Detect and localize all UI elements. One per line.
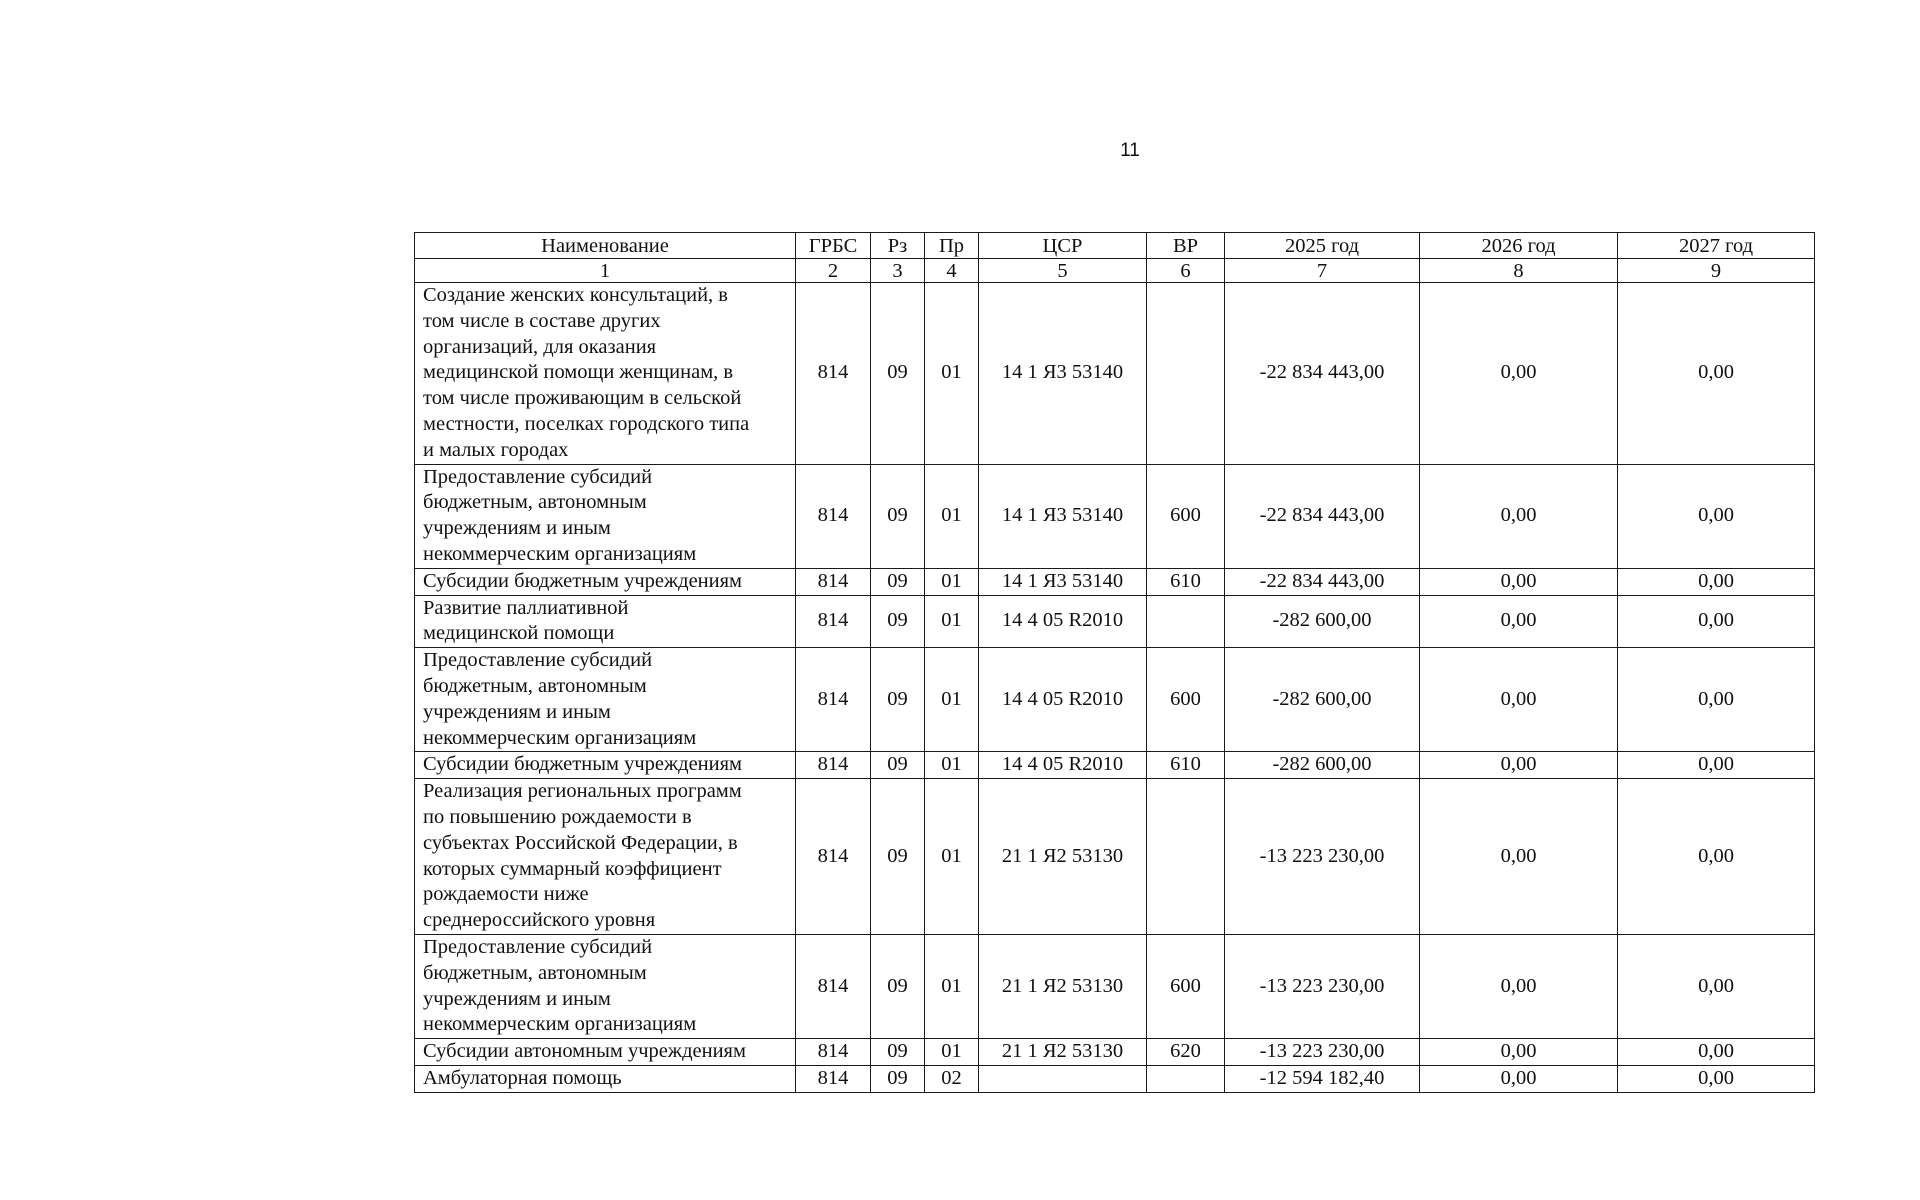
row-grbs: 814 <box>796 464 871 568</box>
row-vr: 620 <box>1147 1039 1225 1066</box>
row-rz: 09 <box>871 648 925 752</box>
row-name: Субсидии бюджетным учреждениям <box>415 752 796 779</box>
header-2026: 2026 год <box>1420 233 1618 259</box>
row-2025: -282 600,00 <box>1225 595 1420 648</box>
row-rz: 09 <box>871 464 925 568</box>
row-pr: 01 <box>925 595 979 648</box>
budget-table <box>414 232 1815 1093</box>
row-pr: 01 <box>925 648 979 752</box>
row-pr: 01 <box>925 934 979 1038</box>
row-rz: 09 <box>871 595 925 648</box>
header-2027: 2027 год <box>1618 233 1815 259</box>
row-2027: 0,00 <box>1618 1065 1815 1092</box>
row-2027: 0,00 <box>1618 595 1815 648</box>
column-number: 5 <box>979 259 1147 283</box>
column-number: 6 <box>1147 259 1225 283</box>
row-2025: -22 834 443,00 <box>1225 464 1420 568</box>
table-row <box>415 1039 1815 1066</box>
table-row <box>415 779 1815 935</box>
row-2027: 0,00 <box>1618 934 1815 1038</box>
column-number: 4 <box>925 259 979 283</box>
row-2025: -13 223 230,00 <box>1225 1039 1420 1066</box>
row-2025: -282 600,00 <box>1225 752 1420 779</box>
row-pr: 01 <box>925 1039 979 1066</box>
row-grbs: 814 <box>796 934 871 1038</box>
row-csr: 21 1 Я2 53130 <box>979 779 1147 935</box>
column-number: 7 <box>1225 259 1420 283</box>
row-2025: -13 223 230,00 <box>1225 934 1420 1038</box>
table-header <box>415 233 1815 259</box>
row-rz: 09 <box>871 283 925 465</box>
row-pr: 01 <box>925 464 979 568</box>
row-name: Предоставление субсидий бюджетным, автономным учреждениям и иным некоммерческим организациям <box>415 648 796 752</box>
row-vr <box>1147 779 1225 935</box>
table-row <box>415 568 1815 595</box>
row-2025: -22 834 443,00 <box>1225 568 1420 595</box>
header-pr: Пр <box>925 233 979 259</box>
row-2026: 0,00 <box>1420 934 1618 1038</box>
row-vr: 600 <box>1147 934 1225 1038</box>
column-number: 2 <box>796 259 871 283</box>
header-2025: 2025 год <box>1225 233 1420 259</box>
row-2027: 0,00 <box>1618 752 1815 779</box>
header-csr: ЦСР <box>979 233 1147 259</box>
row-pr: 01 <box>925 779 979 935</box>
column-number: 1 <box>415 259 796 283</box>
row-csr <box>979 1065 1147 1092</box>
header-grbs: ГРБС <box>796 233 871 259</box>
row-csr: 14 4 05 R2010 <box>979 752 1147 779</box>
header-name: Наименование <box>415 233 796 259</box>
row-csr: 14 4 05 R2010 <box>979 648 1147 752</box>
row-pr: 02 <box>925 1065 979 1092</box>
row-grbs: 814 <box>796 1065 871 1092</box>
row-rz: 09 <box>871 779 925 935</box>
row-2027: 0,00 <box>1618 283 1815 465</box>
row-csr: 21 1 Я2 53130 <box>979 934 1147 1038</box>
row-vr: 610 <box>1147 568 1225 595</box>
row-2025: -282 600,00 <box>1225 648 1420 752</box>
row-csr: 14 1 Я3 53140 <box>979 283 1147 465</box>
column-number: 9 <box>1618 259 1815 283</box>
row-name: Реализация региональных программ по повышению рождаемости в субъектах Российской Федерации, в которых суммарный коэффициент рождаемости ниже среднероссийского уровня <box>415 779 796 935</box>
table-row <box>415 464 1815 568</box>
row-grbs: 814 <box>796 595 871 648</box>
row-vr <box>1147 595 1225 648</box>
row-2025: -12 594 182,40 <box>1225 1065 1420 1092</box>
table-row <box>415 1065 1815 1092</box>
table-row <box>415 752 1815 779</box>
row-grbs: 814 <box>796 752 871 779</box>
row-grbs: 814 <box>796 568 871 595</box>
row-name: Предоставление субсидий бюджетным, автономным учреждениям и иным некоммерческим организациям <box>415 464 796 568</box>
column-number-row <box>415 259 1815 283</box>
row-csr: 14 1 Я3 53140 <box>979 568 1147 595</box>
row-pr: 01 <box>925 283 979 465</box>
row-grbs: 814 <box>796 648 871 752</box>
row-2027: 0,00 <box>1618 464 1815 568</box>
header-row <box>415 233 1815 259</box>
row-name: Предоставление субсидий бюджетным, автономным учреждениям и иным некоммерческим организациям <box>415 934 796 1038</box>
table-row <box>415 595 1815 648</box>
row-csr: 14 4 05 R2010 <box>979 595 1147 648</box>
row-rz: 09 <box>871 752 925 779</box>
row-2026: 0,00 <box>1420 595 1618 648</box>
row-pr: 01 <box>925 568 979 595</box>
row-csr: 14 1 Я3 53140 <box>979 464 1147 568</box>
table-row <box>415 283 1815 465</box>
row-rz: 09 <box>871 934 925 1038</box>
table-row <box>415 648 1815 752</box>
row-rz: 09 <box>871 568 925 595</box>
row-grbs: 814 <box>796 1039 871 1066</box>
column-number: 3 <box>871 259 925 283</box>
row-name: Создание женских консультаций, в том числе в составе других организаций, для оказания медицинской помощи женщинам, в том числе проживающим в сельской местности, поселках городского типа и малых городах <box>415 283 796 465</box>
row-name: Субсидии автономным учреждениям <box>415 1039 796 1066</box>
row-grbs: 814 <box>796 779 871 935</box>
table-row <box>415 934 1815 1038</box>
row-2027: 0,00 <box>1618 648 1815 752</box>
row-csr: 21 1 Я2 53130 <box>979 1039 1147 1066</box>
row-2026: 0,00 <box>1420 1039 1618 1066</box>
row-pr: 01 <box>925 752 979 779</box>
row-2025: -22 834 443,00 <box>1225 283 1420 465</box>
row-2026: 0,00 <box>1420 283 1618 465</box>
row-vr: 600 <box>1147 464 1225 568</box>
row-2026: 0,00 <box>1420 1065 1618 1092</box>
row-rz: 09 <box>871 1065 925 1092</box>
header-rz: Рз <box>871 233 925 259</box>
row-2026: 0,00 <box>1420 752 1618 779</box>
row-vr <box>1147 283 1225 465</box>
row-grbs: 814 <box>796 283 871 465</box>
row-vr: 600 <box>1147 648 1225 752</box>
row-2027: 0,00 <box>1618 1039 1815 1066</box>
row-2026: 0,00 <box>1420 568 1618 595</box>
column-number: 8 <box>1420 259 1618 283</box>
row-2027: 0,00 <box>1618 779 1815 935</box>
row-name: Развитие паллиативной медицинской помощи <box>415 595 796 648</box>
row-2026: 0,00 <box>1420 779 1618 935</box>
row-2026: 0,00 <box>1420 464 1618 568</box>
row-name: Субсидии бюджетным учреждениям <box>415 568 796 595</box>
page-number: 11 <box>1120 140 1140 161</box>
table-body <box>415 259 1815 1093</box>
row-2027: 0,00 <box>1618 568 1815 595</box>
row-2026: 0,00 <box>1420 648 1618 752</box>
header-vr: ВР <box>1147 233 1225 259</box>
row-vr: 610 <box>1147 752 1225 779</box>
row-vr <box>1147 1065 1225 1092</box>
row-name: Амбулаторная помощь <box>415 1065 796 1092</box>
row-rz: 09 <box>871 1039 925 1066</box>
row-2025: -13 223 230,00 <box>1225 779 1420 935</box>
